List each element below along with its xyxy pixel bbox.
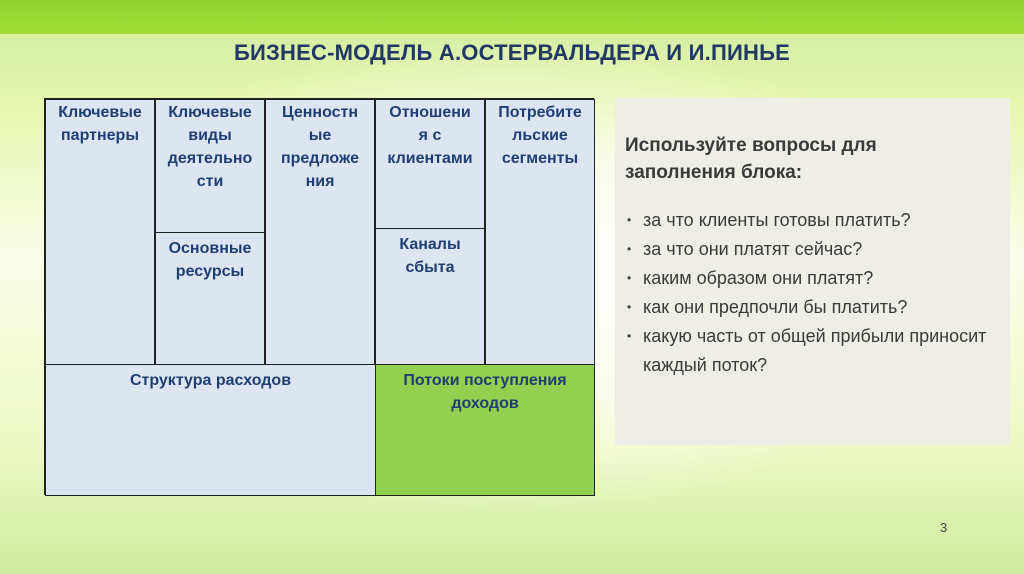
cell-key-activities: Ключевые виды деятельно сти: [155, 99, 265, 233]
list-item: [625, 206, 1000, 235]
question-text: каким образом они платят?: [643, 268, 874, 288]
list-item: [625, 293, 1000, 322]
list-item: [625, 264, 1000, 293]
questions-panel: [615, 98, 1010, 445]
business-model-canvas: [44, 98, 594, 495]
cell-channels: Каналы сбыта: [375, 228, 485, 365]
slide-title: БИЗНЕС-МОДЕЛЬ А.ОСТЕРВАЛЬДЕРА И И.ПИНЬЕ: [234, 40, 790, 65]
cell-key-resources: Основные ресурсы: [155, 232, 265, 365]
bullet-icon: •: [627, 213, 632, 227]
bullet-icon: •: [627, 242, 632, 256]
question-text: как они предпочли бы платить?: [643, 297, 908, 317]
cell-value-propositions: Ценностн ые предложе ния: [265, 99, 375, 365]
question-text: какую часть от общей прибыли приносит каждый поток?: [643, 326, 987, 375]
cell-cost-structure: Структура расходов: [45, 364, 376, 496]
slide-number: 3: [940, 520, 948, 535]
question-text: за что они платят сейчас?: [643, 239, 863, 259]
bullet-icon: •: [627, 300, 632, 314]
panel-heading: Используйте вопросы для заполнения блока:: [625, 135, 877, 183]
list-item: [625, 322, 1000, 380]
bullet-icon: •: [627, 271, 632, 285]
cell-customer-relationships: Отношени я с клиентами: [375, 99, 485, 229]
cell-customer-segments: Потребите льские сегменты: [485, 99, 595, 365]
questions-list: [625, 206, 1000, 380]
bullet-icon: •: [627, 329, 632, 343]
cell-revenue-streams: Потоки поступления доходов: [375, 364, 595, 496]
question-text: за что клиенты готовы платить?: [643, 210, 911, 230]
list-item: [625, 235, 1000, 264]
cell-key-partners: Ключевые партнеры: [45, 99, 155, 365]
